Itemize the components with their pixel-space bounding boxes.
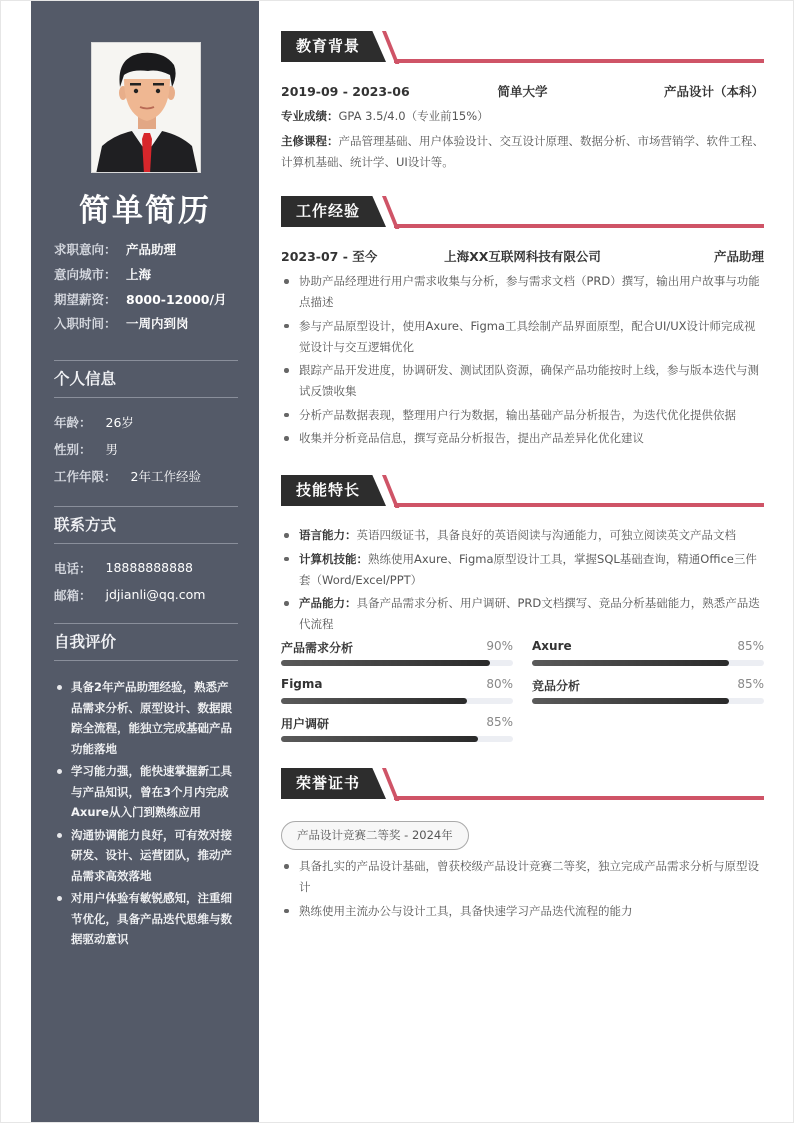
intent-value: 上海 bbox=[126, 267, 152, 283]
progress-fill bbox=[281, 698, 467, 704]
education-title: 教育背景 bbox=[296, 37, 361, 55]
work-section bbox=[281, 196, 764, 452]
skill-name: 产品需求分析 bbox=[281, 641, 354, 655]
self-evaluation-list bbox=[54, 661, 238, 950]
progress-fill bbox=[281, 660, 490, 666]
award-badge: 产品设计竞赛二等奖 - 2024年 bbox=[281, 821, 469, 850]
experience-years-label: 工作年限： bbox=[54, 468, 117, 484]
skill-bar-item bbox=[532, 677, 764, 715]
skill-name: Figma bbox=[281, 677, 323, 691]
gender-row bbox=[54, 435, 238, 462]
list-item bbox=[281, 549, 764, 591]
list-item: 沟通协调能力良好，可有效对接研发、设计、运营团队，推动产品需求高效落地 bbox=[54, 825, 238, 887]
skill-name: Axure bbox=[532, 639, 572, 653]
skill-percent: 85% bbox=[486, 715, 513, 729]
skill-bar-item bbox=[281, 639, 513, 677]
age-label: 年龄： bbox=[54, 414, 92, 430]
skill-label: 语言能力： bbox=[299, 528, 357, 542]
intent-start-date bbox=[54, 311, 244, 336]
personal-info-section bbox=[54, 360, 238, 489]
skills-title: 技能特长 bbox=[296, 481, 361, 499]
list-item: 协助产品经理进行用户需求收集与分析，参与需求文档（PRD）撰写，输出用户故事与功能点描述 bbox=[281, 271, 764, 313]
email-value[interactable]: jdjianli@qq.com bbox=[105, 587, 206, 602]
honors-section bbox=[281, 768, 764, 924]
education-section bbox=[281, 31, 764, 174]
contact-title: 联系方式 bbox=[54, 516, 117, 534]
personal-info-list bbox=[54, 398, 238, 489]
list-item: 分析产品数据表现，整理用户行为数据，输出基础产品分析报告，为迭代优化提供依据 bbox=[281, 405, 764, 426]
skill-name: 竞品分析 bbox=[532, 679, 581, 693]
skill-name: 用户调研 bbox=[281, 717, 330, 731]
work-title: 工作经验 bbox=[296, 202, 361, 220]
intent-value: 产品助理 bbox=[126, 242, 177, 258]
education-period: 2019-09 - 2023-06 bbox=[281, 83, 410, 99]
section-header bbox=[281, 196, 764, 230]
intent-city bbox=[54, 262, 244, 287]
gpa-line bbox=[281, 106, 764, 128]
skill-percent: 90% bbox=[486, 639, 513, 653]
education-row bbox=[281, 80, 764, 102]
progress-fill bbox=[532, 660, 729, 666]
intent-label: 求职意向： bbox=[54, 242, 117, 258]
accent-line bbox=[394, 224, 764, 228]
honors-title: 荣誉证书 bbox=[296, 774, 361, 792]
major: 产品设计（本科） bbox=[663, 84, 764, 99]
skill-percent: 80% bbox=[486, 677, 513, 691]
progress-track bbox=[281, 660, 513, 666]
skill-label: 计算机技能： bbox=[299, 551, 368, 566]
age-value: 26岁 bbox=[105, 414, 134, 430]
award-pill-wrap bbox=[281, 821, 764, 850]
job-role: 产品助理 bbox=[713, 249, 764, 264]
work-duties-list bbox=[281, 271, 764, 449]
progress-fill bbox=[281, 736, 478, 742]
experience-years-row bbox=[54, 462, 238, 489]
gpa-value: GPA 3.5/4.0（专业前15%） bbox=[338, 109, 489, 123]
list-item: 对用户体验有敏锐感知，注重细节优化，具备产品迭代思维与数据驱动意识 bbox=[54, 888, 238, 950]
courses-label: 主修课程： bbox=[281, 133, 339, 148]
job-intent-list bbox=[54, 237, 244, 336]
skills-list bbox=[281, 525, 764, 635]
work-period: 2023-07 - 至今 bbox=[281, 249, 378, 264]
accent-line bbox=[394, 59, 764, 63]
phone-row bbox=[54, 554, 238, 581]
company-name: 上海XX互联网科技有限公司 bbox=[444, 249, 601, 264]
sidebar bbox=[31, 1, 259, 1122]
resume-title: 简单简历 bbox=[79, 193, 211, 229]
skill-bar-item bbox=[532, 639, 764, 677]
phone-value[interactable]: 18888888888 bbox=[105, 560, 193, 575]
experience-years-value: 2年工作经验 bbox=[130, 468, 201, 484]
courses-line bbox=[281, 131, 764, 174]
skill-bar-item bbox=[281, 677, 513, 715]
intent-value: 一周内到岗 bbox=[126, 316, 189, 332]
personal-info-title: 个人信息 bbox=[54, 370, 117, 388]
progress-track bbox=[532, 660, 764, 666]
progress-track bbox=[281, 698, 513, 704]
intent-label: 意向城市： bbox=[54, 267, 117, 283]
gender-label: 性别： bbox=[54, 441, 92, 457]
list-item: 参与产品原型设计，使用Axure、Figma工具绘制产品界面原型，配合UI/UX设计师完成视觉设计与交互逻辑优化 bbox=[281, 316, 764, 358]
work-row bbox=[281, 245, 764, 267]
email-row bbox=[54, 581, 238, 608]
list-item: 跟踪产品开发进度，协调研发、测试团队资源，确保产品功能按时上线，参与版本迭代与测试反馈收集 bbox=[281, 360, 764, 402]
intent-label: 入职时间： bbox=[54, 316, 117, 332]
list-item: 熟练使用主流办公与设计工具，具备快速学习产品迭代流程的能力 bbox=[281, 901, 764, 922]
section-header bbox=[281, 31, 764, 65]
skill-bars bbox=[281, 639, 764, 753]
skill-text: 熟练使用Axure、Figma原型设计工具，掌握SQL基础查询，精通Office三件套（Word/Excel/PPT） bbox=[299, 551, 757, 587]
age-row bbox=[54, 408, 238, 435]
honors-list bbox=[281, 856, 764, 922]
gpa-label: 专业成绩： bbox=[281, 109, 339, 123]
list-item bbox=[281, 593, 764, 635]
skill-percent: 85% bbox=[737, 677, 764, 691]
person-avatar-icon bbox=[92, 43, 201, 173]
contact-section bbox=[54, 506, 238, 608]
skill-text: 英语四级证书，具备良好的英语阅读与沟通能力，可独立阅读英文产品文档 bbox=[356, 528, 736, 542]
school-name: 简单大学 bbox=[497, 84, 548, 99]
section-header bbox=[281, 475, 764, 509]
accent-line bbox=[394, 503, 764, 507]
list-item: 学习能力强，能快速掌握新工具与产品知识，曾在3个月内完成Axure从入门到熟练应用 bbox=[54, 761, 238, 823]
contact-list bbox=[54, 544, 238, 608]
list-item: 具备2年产品助理经验，熟悉产品需求分析、原型设计、数据跟踪全流程，能独立完成基础产品功能落地 bbox=[54, 677, 238, 759]
gender-value: 男 bbox=[105, 441, 119, 457]
list-item bbox=[281, 525, 764, 546]
skills-section bbox=[281, 475, 764, 753]
skill-text: 具备产品需求分析、用户调研、PRD文档撰写、竞品分析基础能力，熟悉产品迭代流程 bbox=[299, 596, 760, 631]
skill-percent: 85% bbox=[737, 639, 764, 653]
progress-track bbox=[281, 736, 513, 742]
email-label: 邮箱： bbox=[54, 587, 92, 603]
phone-label: 电话： bbox=[54, 560, 92, 576]
intent-value: 8000-12000/月 bbox=[126, 291, 227, 307]
courses-value: 产品管理基础、用户体验设计、交互设计原理、数据分析、市场营销学、软件工程、计算机基础、统计学、UI设计等。 bbox=[281, 133, 764, 169]
avatar-photo bbox=[91, 42, 201, 173]
intent-salary bbox=[54, 286, 244, 311]
skill-label: 产品能力： bbox=[299, 596, 357, 610]
self-evaluation-title: 自我评价 bbox=[54, 633, 117, 651]
intent-position bbox=[54, 237, 244, 262]
progress-track bbox=[532, 698, 764, 704]
self-evaluation-section bbox=[54, 623, 238, 952]
section-header bbox=[281, 768, 764, 802]
list-item: 具备扎实的产品设计基础，曾获校级产品设计竞赛二等奖，独立完成产品需求分析与原型设计 bbox=[281, 856, 764, 898]
intent-label: 期望薪资： bbox=[54, 291, 117, 307]
skill-bar-item bbox=[281, 715, 513, 753]
list-item: 收集并分析竞品信息，撰写竞品分析报告，提出产品差异化优化建议 bbox=[281, 428, 764, 449]
accent-line bbox=[394, 796, 764, 800]
progress-fill bbox=[532, 698, 729, 704]
